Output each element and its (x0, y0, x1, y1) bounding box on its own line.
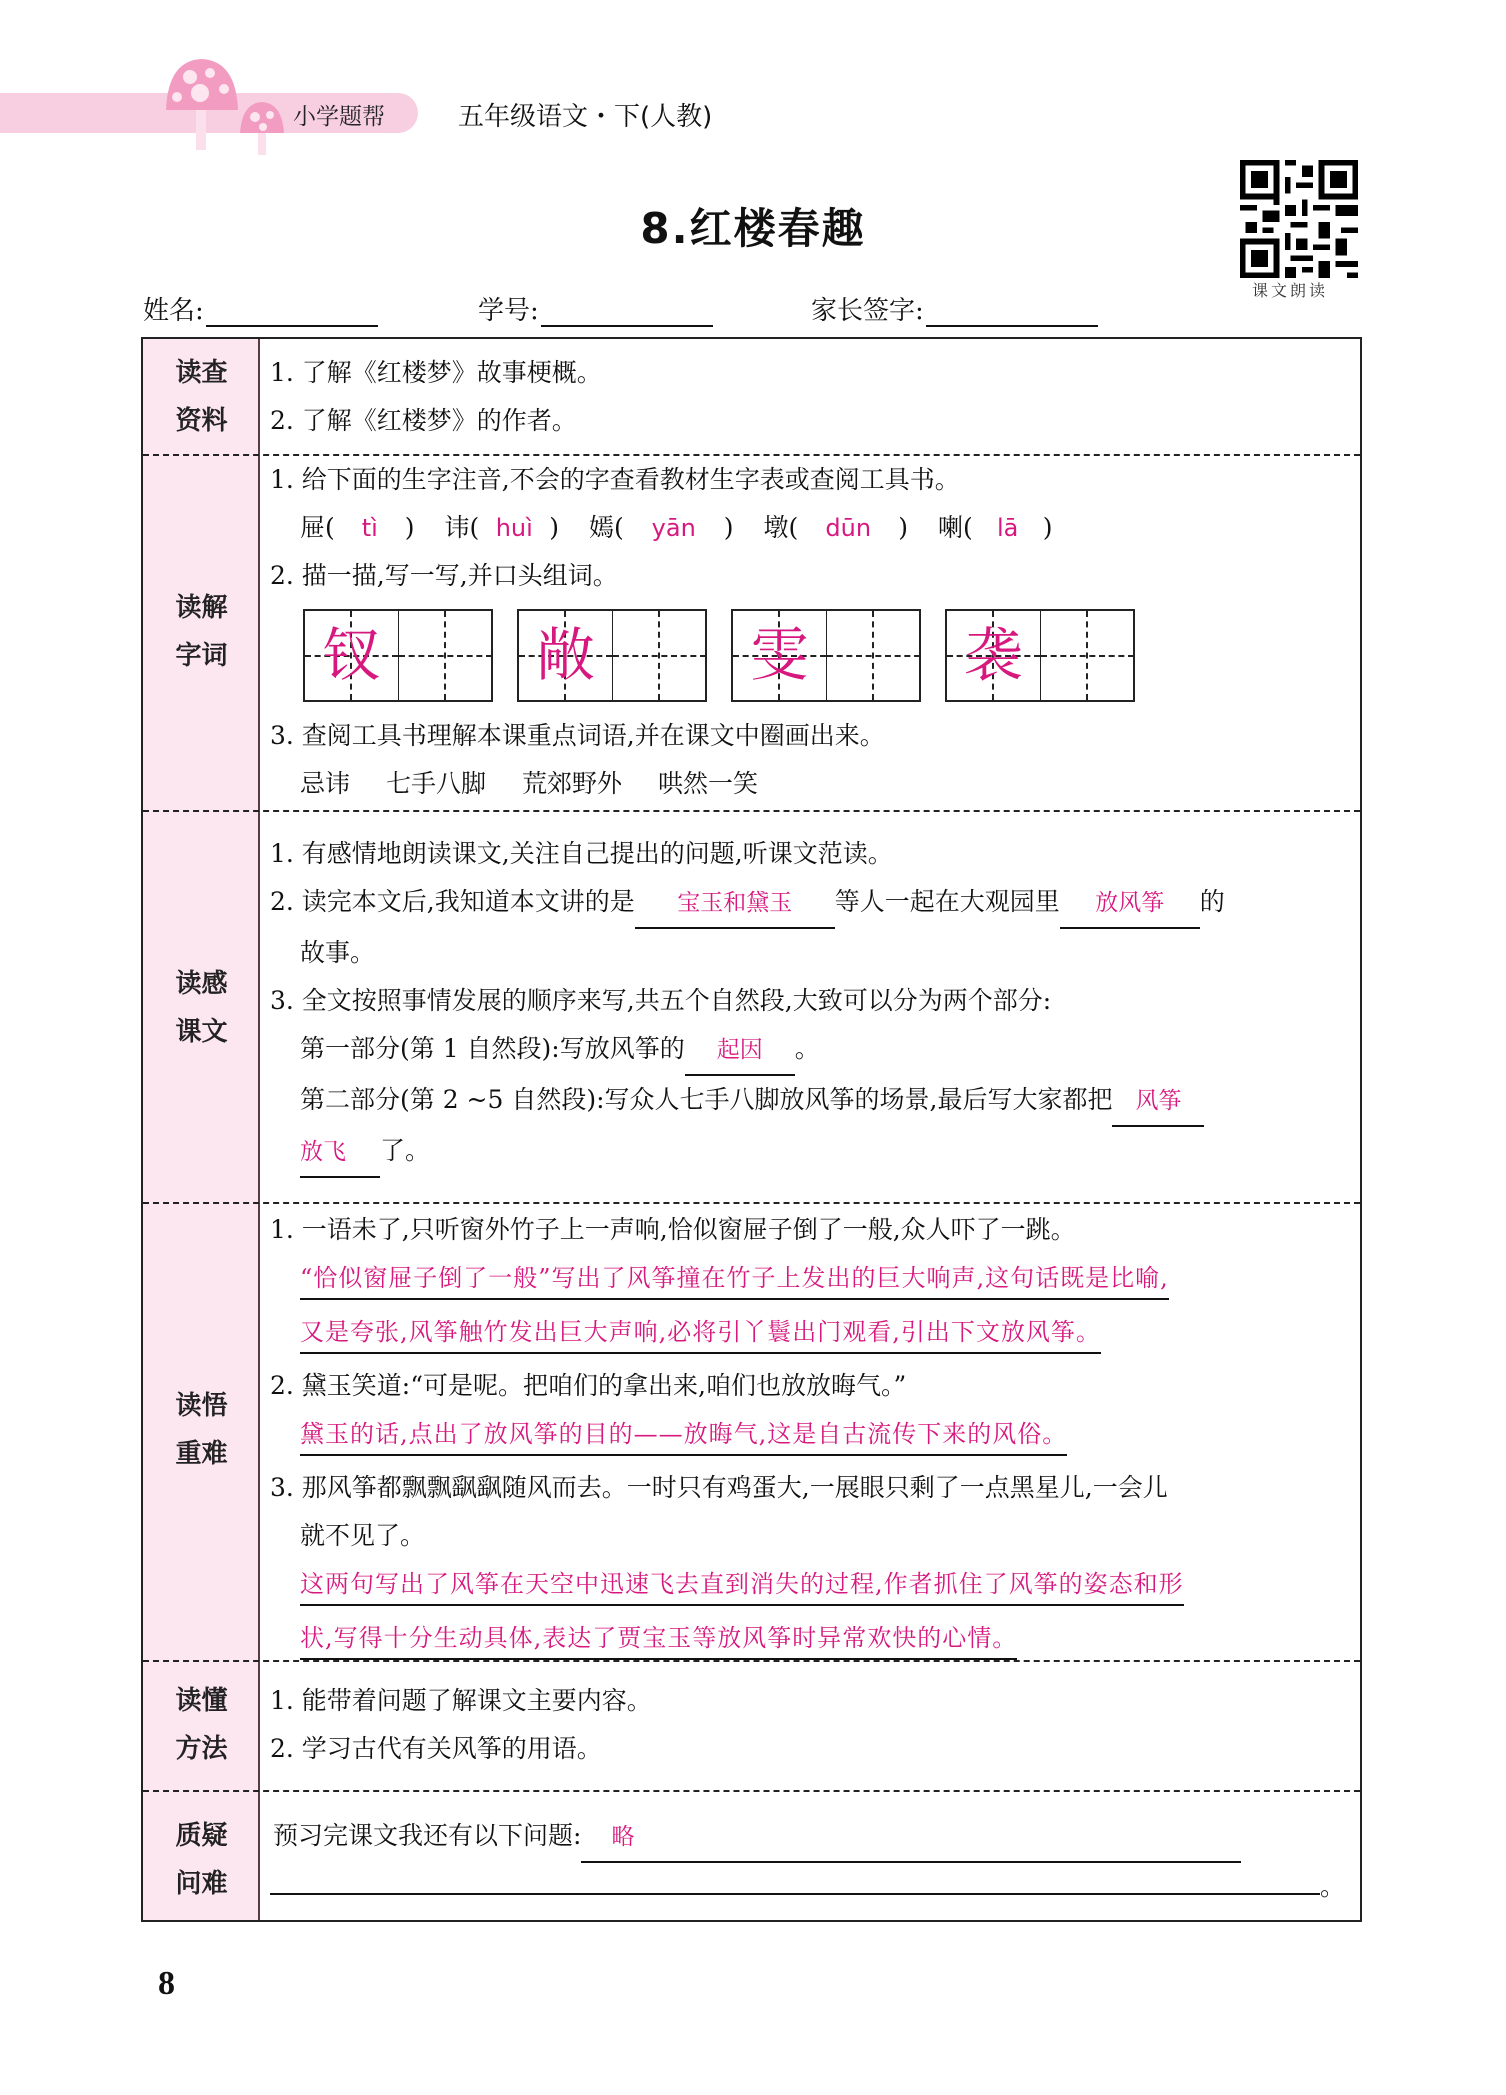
pinyin-item: 屉( tì ) (300, 504, 415, 552)
pinyin-item: 讳( huì ) (444, 504, 559, 552)
name-input[interactable] (206, 297, 378, 327)
tracing-grid[interactable] (731, 609, 921, 702)
trace-char: 敞 (536, 621, 595, 689)
list-item: 2. 了解《红楼梦》的作者。 (270, 406, 577, 435)
answer-blank[interactable]: 放飞 (300, 1128, 380, 1178)
section-label: 读查 资料 (175, 358, 228, 436)
section-content (270, 1812, 1346, 1911)
answer-text: 黛玉的话,点出了放风筝的目的——放晦气,这是自古流传下来的风俗。 (300, 1414, 1067, 1456)
list-item: 1. 能带着问题了解课文主要内容。 (270, 1686, 652, 1715)
student-id-field (478, 290, 713, 327)
word: 哄然一笑 (658, 769, 759, 798)
section-label: 质疑 问难 (175, 1821, 228, 1899)
mushroom-logo-icon (160, 55, 300, 155)
pinyin-answer[interactable]: yān (651, 514, 696, 542)
section-content (270, 830, 1346, 1178)
pinyin-answer[interactable]: huì (495, 514, 533, 542)
question: 3. 全文按照事情发展的顺序来写,共五个自然段,大致可以分为两个部分: (270, 986, 1052, 1015)
question-line-2: 。 (270, 1863, 1346, 1911)
answer-text: 状,写得十分生动具体,表达了贾宝玉等放风筝时异常欢快的心情。 (300, 1618, 1017, 1660)
question-part: 第一部分(第 1 自然段):写放风筝的 起因 。 (270, 1025, 1346, 1076)
question: 1. 一语未了,只听窗外竹子上一声响,恰似窗屉子倒了一般,众人吓了一跳。 (270, 1215, 1076, 1244)
answer-text: “恰似窗屉子倒了一般”写出了风筝撞在竹子上发出的巨大响声,这句话既是比喻, (300, 1258, 1169, 1300)
answer-blank[interactable]: 宝玉和黛玉 (635, 879, 835, 929)
word: 荒郊野外 (522, 769, 623, 798)
answer-blank[interactable]: 起因 (685, 1026, 795, 1076)
parent-signature-input[interactable] (926, 297, 1098, 327)
section-methods (143, 1660, 1360, 1790)
pinyin-answer[interactable]: lā (997, 514, 1019, 542)
parent-signature-field (811, 290, 1098, 327)
section-content (270, 349, 1346, 445)
section-content (270, 456, 1346, 600)
answer-blank[interactable]: 风筝 (1112, 1077, 1204, 1127)
question: 3. 查阅工具书理解本课重点词语,并在课文中圈画出来。 (270, 721, 885, 750)
section-content (270, 1206, 1346, 1668)
section-label: 读解 字词 (175, 593, 228, 671)
pinyin-row (270, 504, 1346, 552)
pinyin-answer[interactable]: dūn (825, 514, 872, 542)
parent-signature-label: 家长签字: (811, 296, 924, 326)
name-label: 姓名: (143, 296, 204, 326)
study-table (141, 337, 1362, 1922)
question-part: 第二部分(第 2 ~5 自然段):写众人七手八脚放风筝的场景,最后写大家都把 风筝 (270, 1076, 1346, 1127)
question-continuation: 故事。 (300, 938, 376, 967)
question: 1. 给下面的生字注音,不会的字查看教材生字表或查阅工具书。 (270, 465, 960, 494)
question: 2. 黛玉笑道:“可是呢。把咱们的拿出来,咱们也放放晦气。” (270, 1371, 907, 1400)
question: 3. 那风筝都飘飘飖飖随风而去。一时只有鸡蛋大,一展眼只剩了一点黑星儿,一会儿 (270, 1473, 1168, 1502)
answer-text: 这两句写出了风筝在天空中迅速飞去直到消失的过程,作者抓住了风筝的姿态和形 (300, 1564, 1184, 1606)
section-questions (143, 1790, 1360, 1920)
qr-caption: 课文朗读 (1252, 281, 1329, 300)
key-words (270, 760, 1346, 808)
question-part: 放飞 了。 (270, 1127, 1346, 1178)
section-reading-materials (143, 339, 1360, 454)
section-label: 读感 课文 (175, 969, 228, 1047)
question-input-2[interactable] (270, 1893, 1320, 1895)
word: 忌讳 (300, 769, 351, 798)
lesson-title: 8.红楼春趣 (640, 204, 866, 253)
student-id-input[interactable] (541, 297, 713, 327)
question-input[interactable]: 略 (581, 1813, 1241, 1863)
brand-name: 小学题帮 (293, 104, 385, 130)
section-text-reading (143, 810, 1360, 1202)
section-content (270, 712, 1346, 808)
pinyin-item: 喇( lā ) (938, 504, 1053, 552)
section-label: 读懂 方法 (175, 1686, 228, 1764)
question-prompt: 预习完课文我还有以下问题: 略 (270, 1812, 1346, 1863)
student-id-label: 学号: (478, 296, 539, 326)
section-key-points (143, 1202, 1360, 1660)
section-content (270, 1677, 1346, 1773)
tracing-grids (303, 609, 1159, 702)
answer-text: 又是夸张,风筝触竹发出巨大声响,必将引丫鬟出门观看,引出下文放风筝。 (300, 1312, 1101, 1354)
tracing-grid[interactable] (517, 609, 707, 702)
list-item: 1. 了解《红楼梦》故事梗概。 (270, 358, 602, 387)
question-continuation: 就不见了。 (300, 1521, 426, 1550)
question: 1. 有感情地朗读课文,关注自己提出的问题,听课文范读。 (270, 839, 893, 868)
trace-char: 袭 (964, 621, 1023, 689)
pinyin-item: 墩( dūn ) (763, 504, 908, 552)
answer-blank[interactable]: 放风筝 (1060, 879, 1200, 929)
trace-char: 雯 (750, 621, 809, 689)
pinyin-answer[interactable]: tì (361, 514, 378, 542)
section-label: 读悟 重难 (175, 1391, 228, 1469)
name-field (143, 290, 378, 327)
section-vocabulary (143, 454, 1360, 810)
tracing-grid[interactable] (945, 609, 1135, 702)
book-subject: 五年级语文・下(人教) (458, 102, 713, 132)
question: 2. 读完本文后,我知道本文讲的是 宝玉和黛玉 等人一起在大观园里 放风筝 的 (270, 878, 1346, 929)
pinyin-item: 嫣( yān ) (589, 504, 734, 552)
page-number: 8 (158, 1965, 175, 2002)
question: 2. 描一描,写一写,并口头组词。 (270, 561, 618, 590)
word: 七手八脚 (386, 769, 487, 798)
qr-code-icon[interactable] (1240, 160, 1358, 278)
list-item: 2. 学习古代有关风筝的用语。 (270, 1734, 602, 1763)
tracing-grid[interactable] (303, 609, 493, 702)
trace-char: 钗 (322, 621, 381, 689)
